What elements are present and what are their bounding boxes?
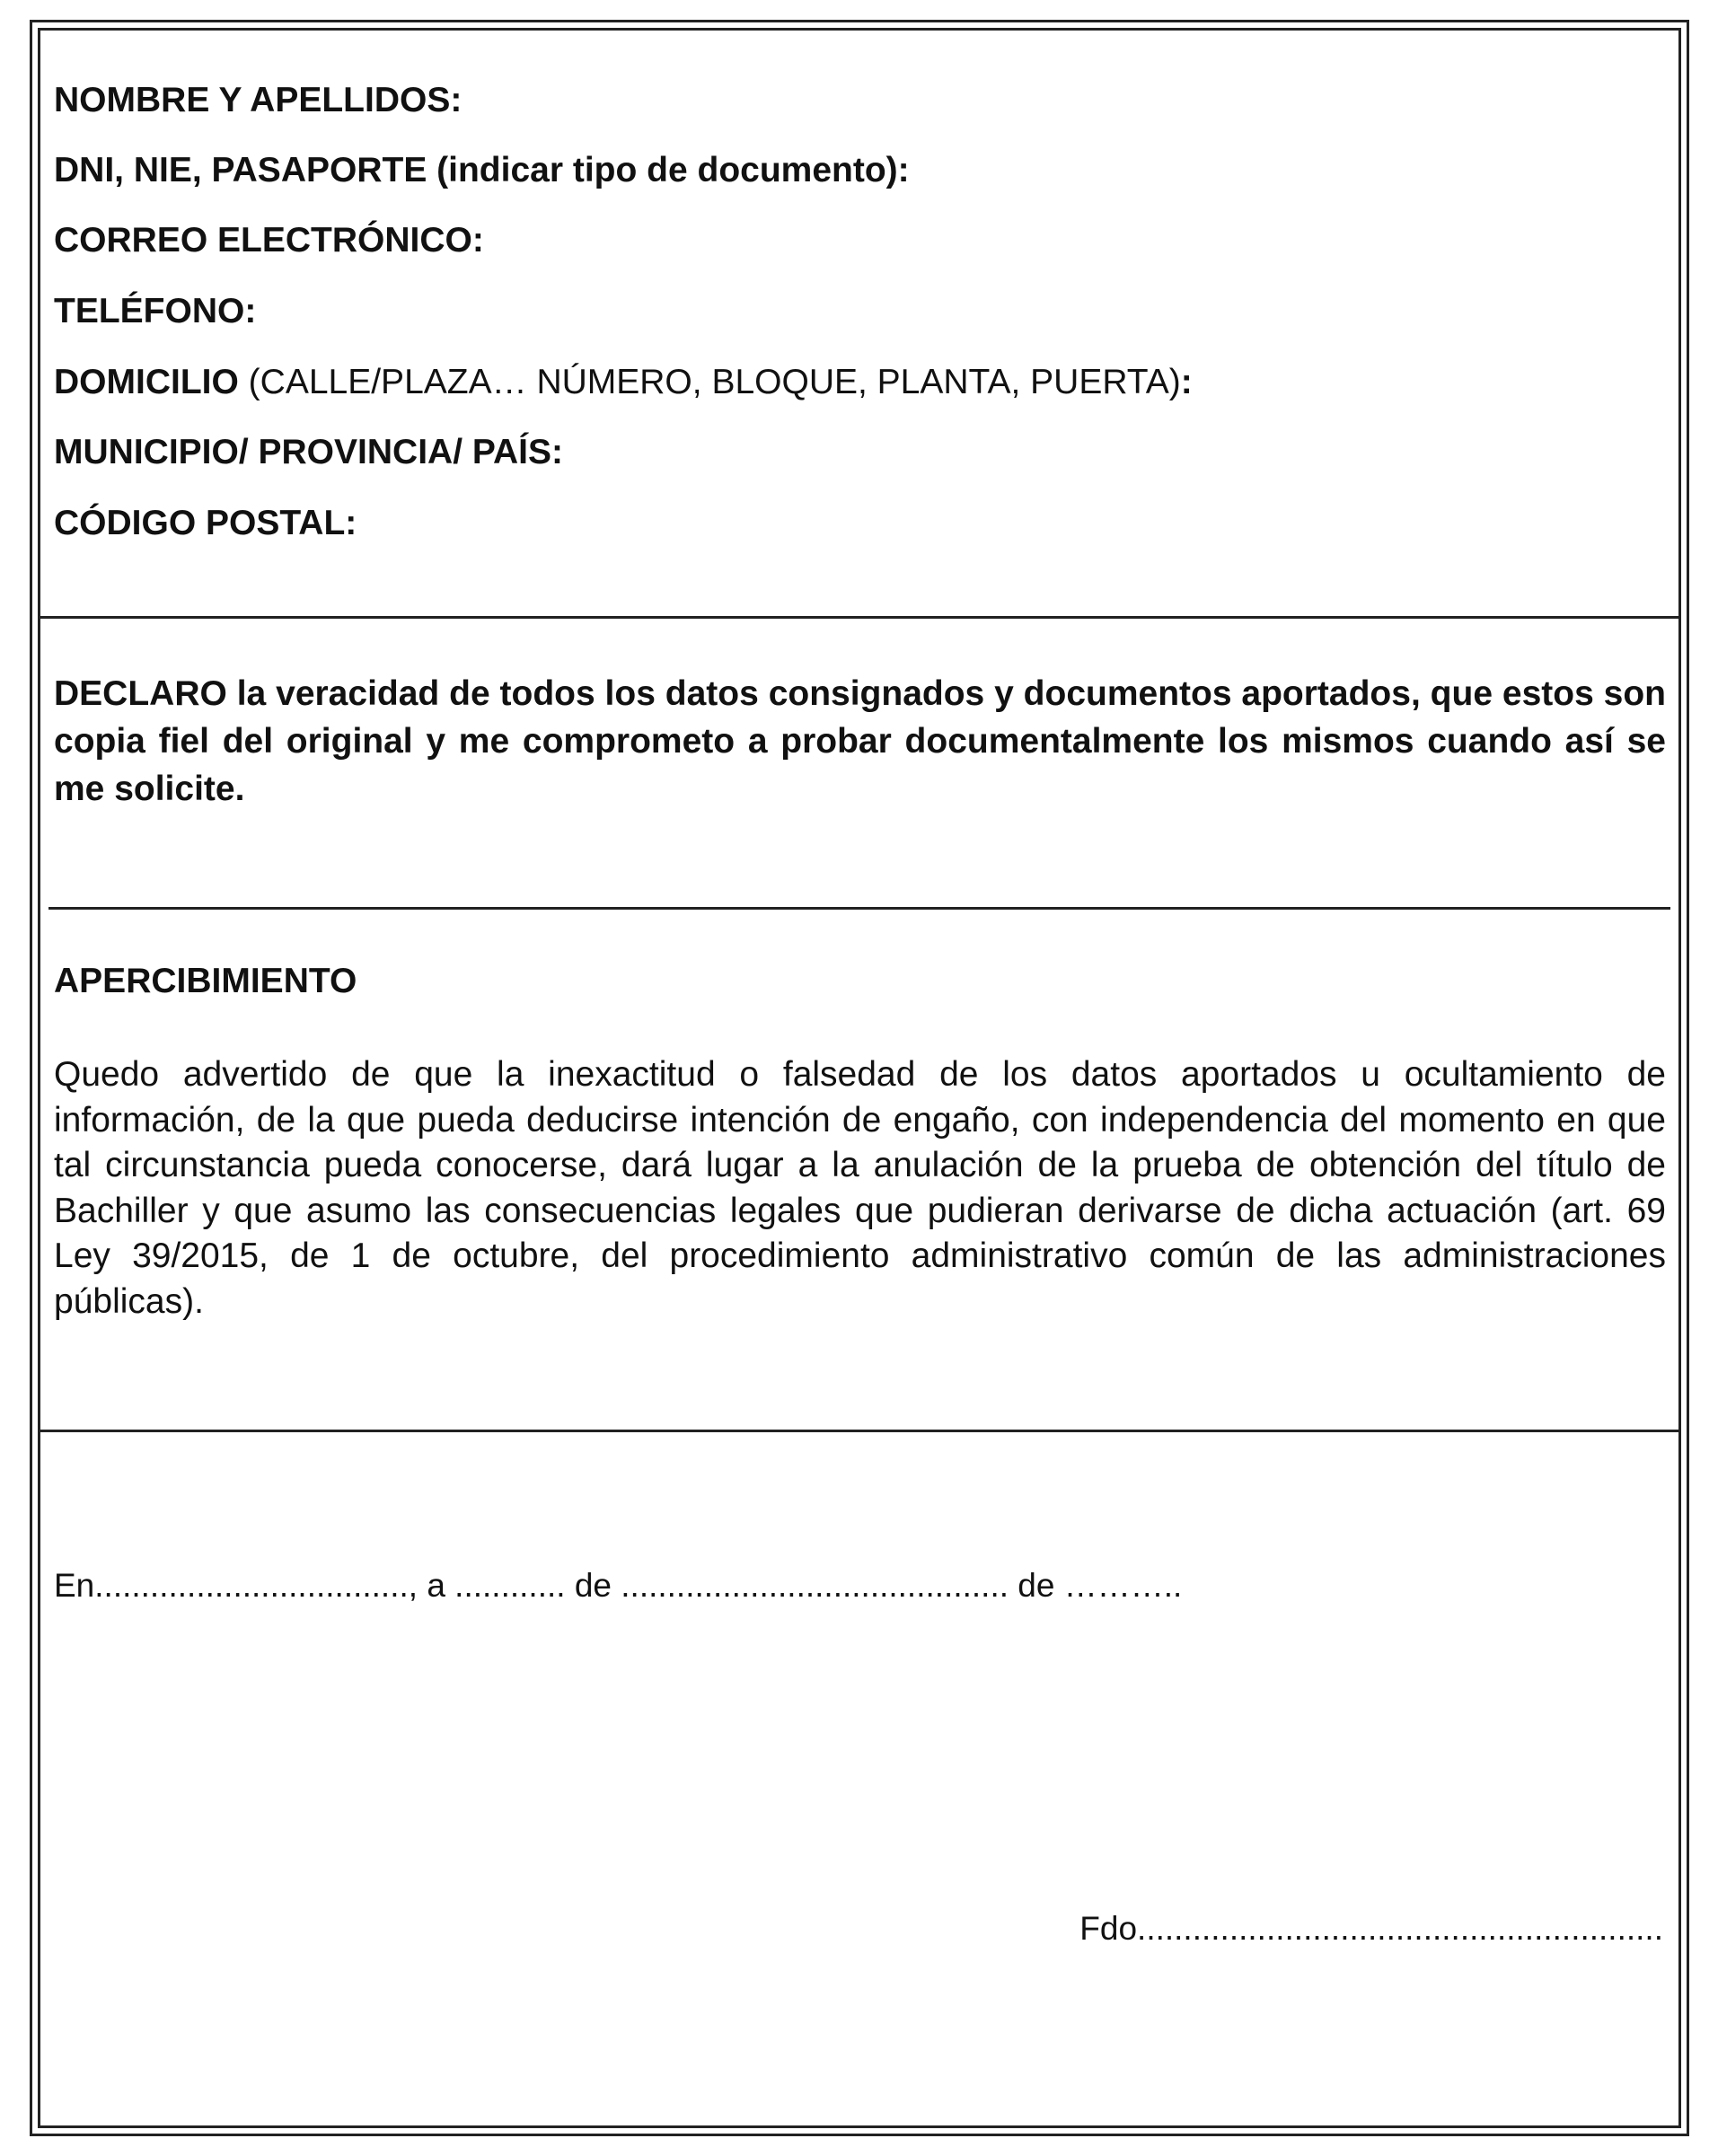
field-domicilio-colon: : (1180, 363, 1193, 401)
field-codigo-postal: CÓDIGO POSTAL: (54, 504, 357, 542)
section-divider-3 (38, 1430, 1681, 1432)
warning-title: APERCIBIMIENTO (54, 962, 357, 1000)
field-nombre: NOMBRE Y APELLIDOS: (54, 81, 463, 119)
field-municipio: MUNICIPIO/ PROVINCIA/ PAÍS: (54, 433, 563, 471)
signature-line: Fdo......................................................... (1079, 1910, 1663, 1947)
field-domicilio-note: (CALLE/PLAZA… NÚMERO, BLOQUE, PLANTA, PUERTA) (238, 363, 1181, 401)
warning-text: Quedo advertido de que la inexactitud o falsedad de los datos aportados u ocultamiento de información, de la que pueda deducirse intención de engaño, con independencia del momento en que tal circunstancia pueda conocerse, dará lugar a la anulación de la prueba de obtención del título de Bachiller y que asumo las consecuencias legales que pudieran derivarse de dicha actuación (art. 69 Ley 39/2015, de 1 de octubre, del procedimiento administrativo común de las administraciones públicas). (54, 1055, 1666, 1321)
section-divider-2 (48, 907, 1670, 910)
field-telefono: TELÉFONO: (54, 292, 257, 330)
place-date-line: En.................................., a ............ de .......................................... de ……….. (54, 1567, 1183, 1604)
section-divider-1 (38, 616, 1681, 619)
field-documento: DNI, NIE, PASAPORTE (indicar tipo de documento): (54, 151, 910, 189)
field-domicilio-label: DOMICILIO (54, 363, 239, 401)
field-correo: CORREO ELECTRÓNICO: (54, 221, 484, 260)
declaration-text: DECLARO la veracidad de todos los datos consignados y documentos aportados, que estos son copia fiel del original y me comprometo a probar documentalmente los mismos cuando así se me solicite. (54, 674, 1666, 808)
field-domicilio (54, 361, 1193, 404)
